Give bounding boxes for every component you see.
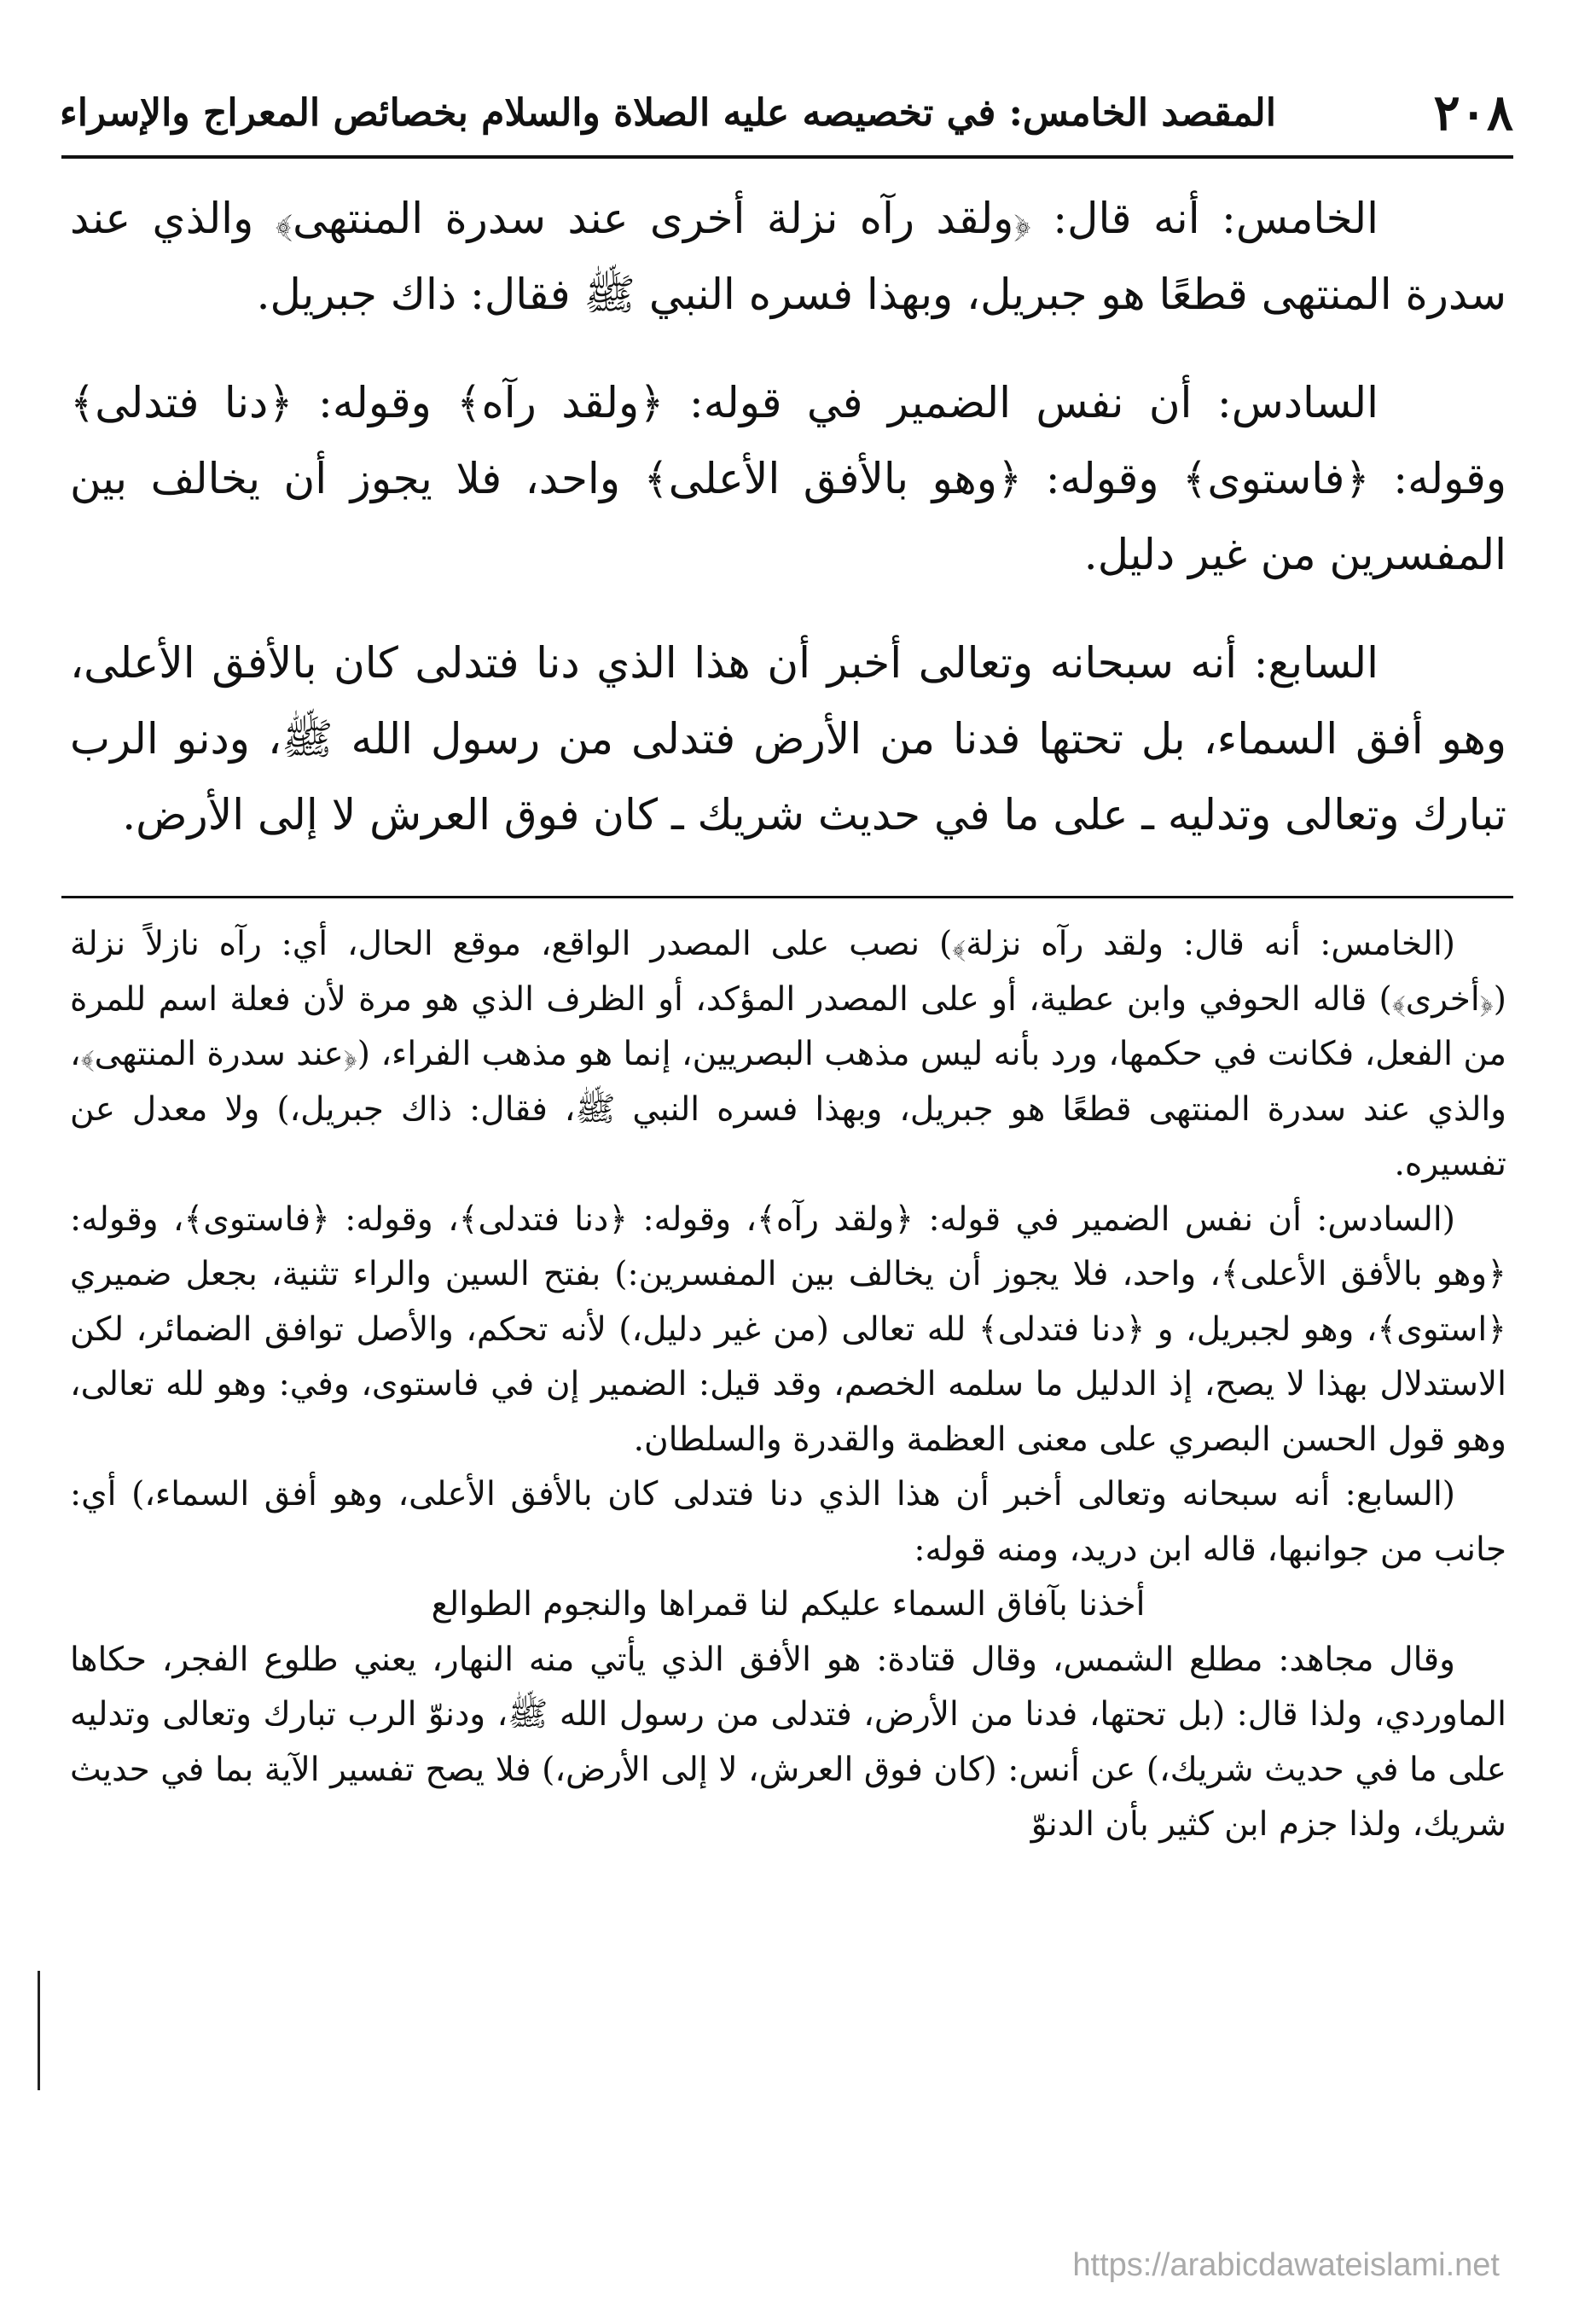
commentary-paragraph-closing: وقال مجاهد: مطلع الشمس، وقال قتادة: هو الأفق الذي يأتي منه النهار، يعني طلوع الفجر، حكاها الماوردي، ولذا قال: (بل تحتها، فدنا من الأرض، فتدلى من رسول الله ﷺ، ودنوّ الرب تبارك وتعالى وتدليه على ما في حديث شريك،) عن أنس: (كان فوق العرش، لا إلى الأرض،) فلا يصح تفسير الآية بما في حديث شريك، ولذا جزم ابن كثير بأن الدنوّ — [70, 1640, 1506, 1844]
main-paragraph-seventh: السابع: أنه سبحانه وتعالى أخبر أن هذا الذي دنا فتدلى كان بالأفق الأعلى، وهو أفق السماء، بل تحتها فدنا من الأرض فتدلى من رسول الله ﷺ، ودنو الرب تبارك وتعالى وتدليه ـ على ما في حديث شريك ـ كان فوق العرش لا إلى الأرض. — [70, 638, 1507, 840]
running-head: المقصد الخامس: في تخصيصه عليه الصلاة والسلام بخصائص المعراج والإسراء — [60, 90, 1276, 135]
commentary-paragraph-seventh: (السابع: أنه سبحانه وتعالى أخبر أن هذا الذي دنا فتدلى كان بالأفق الأعلى، وهو أفق السماء،) أي: جانب من جوانبها، قاله ابن دريد، ومنه قوله: — [70, 1475, 1506, 1569]
main-paragraph-fifth: الخامس: أنه قال: ﴿ولقد رآه نزلة أخرى عند سدرة المنتهى﴾ والذي عند سدرة المنتهى قطعًا هو جبريل، وبهذا فسره النبي ﷺ فقال: ذاك جبريل. — [70, 194, 1506, 319]
watermark-url: https://arabicdawateislami.net — [1072, 2247, 1500, 2283]
commentary-paragraph-sixth: (السادس: أن نفس الضمير في قوله: ﴿ولقد رآه﴾، وقوله: ﴿دنا فتدلى﴾، وقوله: ﴿فاستوى﴾، وقوله: ﴿وهو بالأفق الأعلى﴾، واحد، فلا يجوز أن يخالف بين المفسرين:) بفتح السين والراء تثنية، بجعل ضميري ﴿استوى﴾، وهو لجبريل، و ﴿دنا فتدلى﴾ لله تعالى (من غير دليل،) لأنه تحكم، والأصل توافق الضمائر، لكن الاستدلال بهذا لا يصح، إذ الدليل ما سلمه الخصم، وقد قيل: الضمير إن في فاستوى، وفي: وهو لله تعالى، وهو قول الحسن البصري على معنى العظمة والقدرة والسلطان. — [70, 1200, 1506, 1459]
page-header — [60, 78, 1513, 147]
main-paragraph-sixth: السادس: أن نفس الضمير في قوله: ﴿ولقد رآه﴾ وقوله: ﴿دنا فتدلى﴾ وقوله: ﴿فاستوى﴾ وقوله: ﴿وهو بالأفق الأعلى﴾ واحد، فلا يجوز أن يخالف بين المفسرين من غير دليل. — [70, 378, 1506, 579]
commentary — [70, 917, 1506, 1853]
header-rule — [61, 155, 1513, 159]
page-number: ٢٠٨ — [1433, 84, 1513, 142]
footnote-separator — [61, 896, 1513, 898]
poetry-verse: أخذنا بآفاق السماء عليكم لنا قمراها والنجوم الطوالع — [431, 1585, 1146, 1624]
commentary-paragraph-fifth: (الخامس: أنه قال: ولقد رآه نزلة﴾) نصب على المصدر الواقع، موقع الحال، أي: رآه نازلاً نزلة (﴿أخرى﴾) قاله الحوفي وابن عطية، أو على المصدر المؤكد، أو الظرف الذي هو مرة لأن فعلة اسم للمرة من الفعل، فكانت في حكمها، ورد بأنه ليس مذهب البصريين، إنما هو مذهب الفراء، (﴿عند سدرة المنتهى﴾، والذي عند سدرة المنتهى قطعًا هو جبريل، وبهذا فسره النبي ﷺ، فقال: ذاك جبريل،) ولا معدل عن تفسيره. — [70, 925, 1506, 1183]
margin-mark — [38, 1971, 40, 2090]
main-text — [70, 181, 1506, 886]
